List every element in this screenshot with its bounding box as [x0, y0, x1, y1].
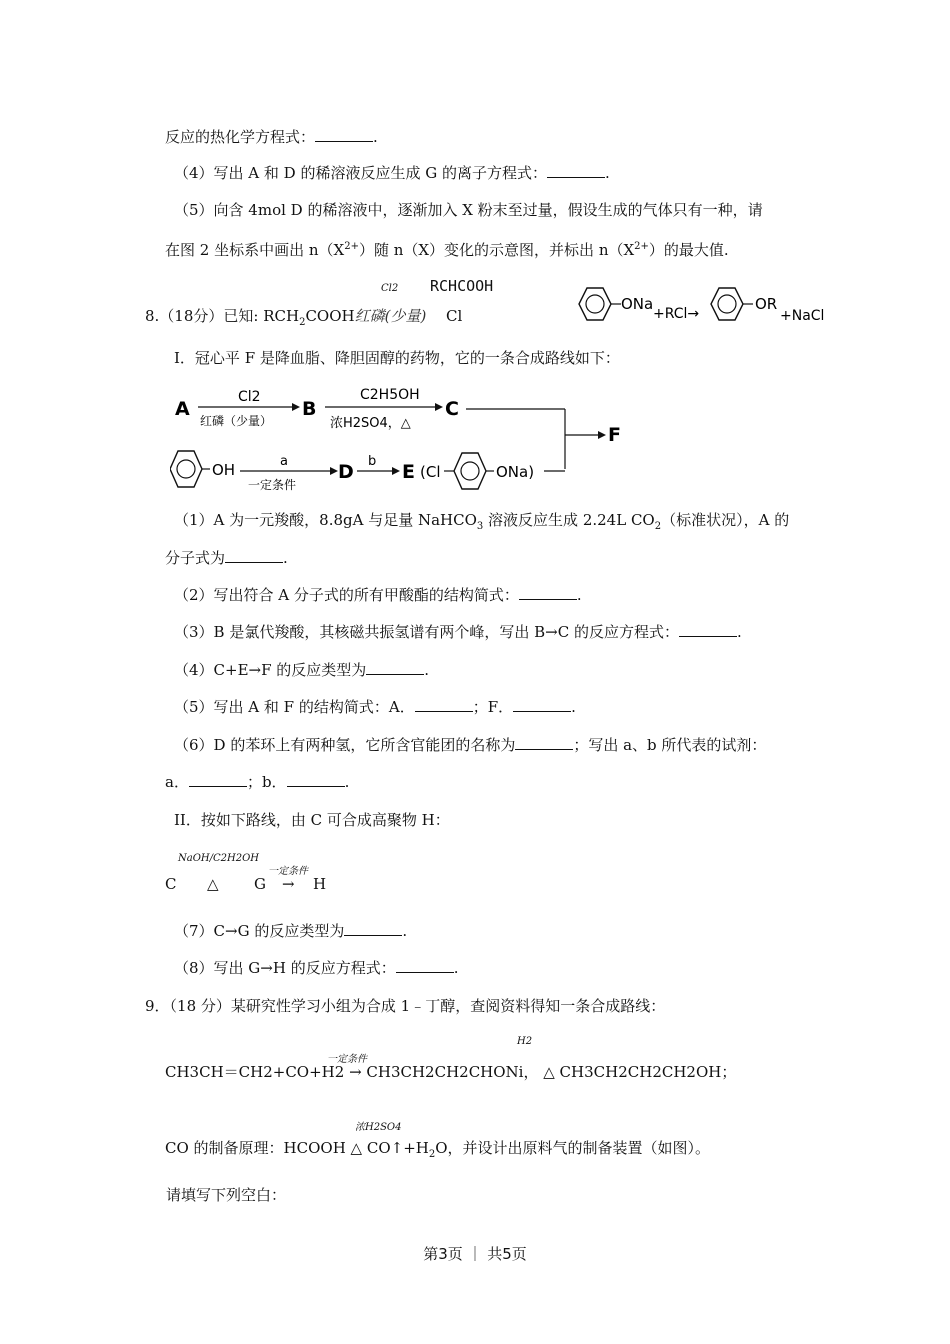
answer-blank[interactable] [513, 697, 571, 712]
route2-c: C [165, 875, 177, 893]
route2-arrow: → [282, 875, 295, 893]
answer-blank[interactable] [366, 660, 424, 675]
route2-g: G [254, 875, 266, 893]
route2-cond2: 一定条件 [268, 866, 308, 877]
q2: （2）写出符合 A 分子式的所有甲酸酯的结构简式： . [174, 586, 582, 604]
q6: （6）D 的苯环上有两种氢，它所含官能团的名称为 ；写出 a、b 所代表的试剂： [174, 736, 767, 754]
answer-blank[interactable] [547, 163, 605, 178]
answer-blank[interactable] [225, 548, 283, 563]
or-label: OR [755, 295, 778, 313]
q9-fill: 请填写下列空白： [166, 1186, 287, 1204]
q3: （3）B 是氯代羧酸，其核磁共振氢谱有两个峰，写出 B→C 的反应方程式： . [174, 623, 742, 641]
answer-blank[interactable] [396, 958, 454, 973]
reagent-a: a [280, 454, 288, 469]
answer-blank[interactable] [679, 622, 737, 637]
answer-blank[interactable] [287, 772, 345, 787]
etoh-reagent: C2H5OH [360, 387, 420, 403]
line-q5: （5）向含 4mol D 的稀溶液中，逐渐加入 X 粉末至过量，假设生成的气体只有一种，请 [174, 201, 763, 219]
e-cl-label: (Cl [420, 463, 441, 481]
line-q4: （4）写出 A 和 D 的稀溶液反应生成 G 的离子方程式： . [174, 164, 610, 182]
q8: （8）写出 G→H 的反应方程式： . [174, 959, 459, 977]
e-ona-label: ONa) [496, 463, 535, 481]
compound-b: B [302, 398, 317, 420]
q5: （5）写出 A 和 F 的结构简式：A． ；F． . [174, 698, 576, 716]
answer-blank[interactable] [415, 697, 473, 712]
compound-c: C [445, 398, 459, 420]
benzene-ring-icon [579, 288, 611, 320]
q1-cont: 分子式为 . [165, 549, 288, 567]
q9-h2: H2 [517, 1036, 533, 1047]
compound-e: E [402, 461, 415, 483]
q9-equation: CH3CH＝CH2+CO+H2 → CH3CH2CH2CHONi， △ CH3CH2CH2CH2OH； [165, 1063, 737, 1081]
route2-cond1: NaOH/C2H2OH [178, 853, 260, 864]
q7: （7）C→G 的反应类型为 . [174, 922, 408, 940]
line-q5-cont: 在图 2 坐标系中画出 $n(X^{2+})$随 n（X）变化的示意图，并标出 $n(X^{2+})$的最大值. [165, 241, 729, 259]
q6-cont: a． ；b． . [165, 773, 350, 791]
ona-label: ONa [621, 295, 654, 313]
phenoxide-reaction [565, 280, 835, 330]
answer-blank[interactable] [519, 585, 577, 600]
synthesis-scheme [170, 383, 630, 493]
q1: （1）A 为一元羧酸，8.8gA 与足量 NaHCO$_3$ 溶液反应生成 2.24L $CO_2$（标准状况），A 的 [174, 511, 790, 532]
q8-product: RCHCOOH [430, 277, 494, 295]
q9-cond2: 浓H2SO4 [355, 1122, 402, 1133]
page-footer: 第3页 ｜ 共5页 [423, 1245, 527, 1263]
compound-d: D [338, 461, 354, 483]
reagent-b: b [368, 454, 377, 469]
q9-co: CO 的制备原理：HCOOH △ $CO↑+H_2O$，并设计出原料气的制备装置（如图）。 [165, 1139, 711, 1160]
q8-header: 8.（18分）已知: $RCH_2COOH$红磷(少量) [145, 307, 427, 328]
nacl-label: +NaCl [780, 308, 825, 324]
phenol-ring-icon [170, 451, 202, 487]
cond-label: 一定条件 [248, 478, 297, 492]
h2so4-reagent: 浓H2SO4，△ [330, 416, 411, 431]
answer-blank[interactable] [344, 921, 402, 936]
q8-product-cl: Cl [446, 307, 463, 325]
part-II: II．按如下路线，由 C 可合成高聚物 H： [174, 811, 450, 829]
q9-cond1: 一定条件 [327, 1054, 367, 1065]
compound-a: A [175, 398, 190, 420]
oh-label: OH [212, 461, 236, 479]
rcl-label: +RCl→ [653, 306, 700, 322]
part-I: I．冠心平 F 是降血脂、降胆固醇的药物，它的一条合成路线如下： [174, 349, 620, 367]
q8-cl2-label: Cl2 [381, 283, 399, 294]
route2-heat: △ [207, 875, 219, 893]
line-thermo: 反应的热化学方程式： . [165, 128, 378, 146]
route2-h: H [313, 875, 327, 893]
answer-blank[interactable] [189, 772, 247, 787]
benzene-ring-icon [454, 453, 486, 489]
cl2-reagent: Cl2 [238, 389, 261, 405]
q9-header: 9．（18 分）某研究性学习小组为合成 1﹣丁醇，查阅资料得知一条合成路线： [145, 997, 666, 1015]
honglin-reagent: 红磷（少量） [200, 414, 273, 428]
answer-blank[interactable] [515, 735, 573, 750]
answer-blank[interactable] [315, 127, 373, 142]
compound-f: F [608, 424, 621, 446]
q4: （4）C+E→F 的反应类型为 . [174, 661, 430, 679]
benzene-ring-icon [711, 288, 743, 320]
